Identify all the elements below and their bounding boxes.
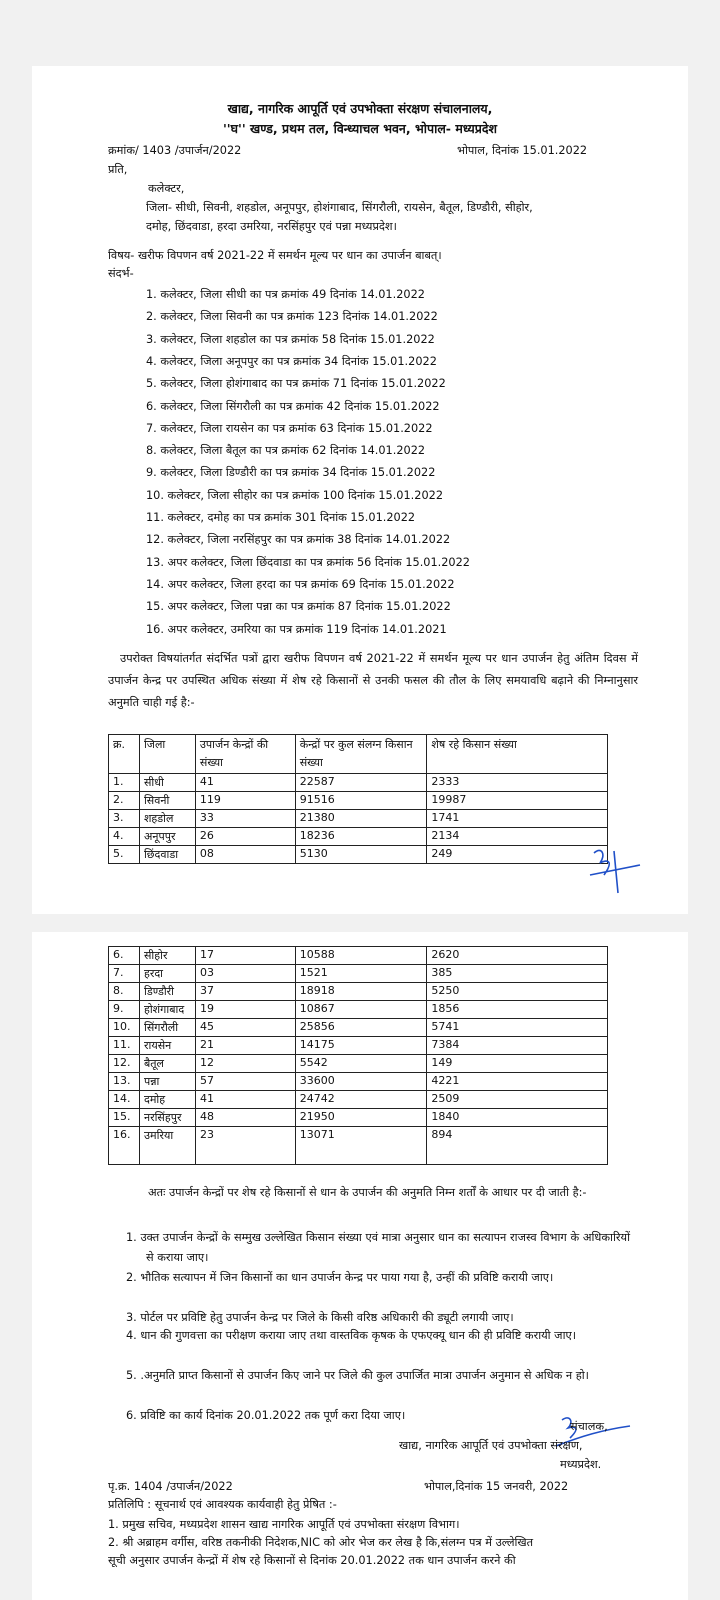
reference-item: 7. कलेक्टर, जिला रायसेन का पत्र क्रमांक 63 दिनांक 15.01.2022 [146, 421, 433, 435]
table-row [109, 1019, 608, 1037]
table-cell: 41 [195, 1091, 295, 1109]
table-cell: 26 [195, 828, 295, 846]
signature-mark-1 [582, 841, 652, 901]
table-cell: 6. [109, 947, 140, 965]
copy-item-1: 1. प्रमुख सचिव, मध्यप्रदेश शासन खाद्य नागरिक आपूर्ति एवं उपभोक्ता संरक्षण विभाग। [108, 1518, 460, 1531]
table-cell: शहडोल [139, 810, 195, 828]
table-cell: 249 [427, 846, 608, 864]
condition-item: 5. .अनुमति प्राप्त किसानों से उपार्जन किए जाने पर जिले की कुल उपार्जित मात्रा उपार्जन अनुमान से अधिक न हो। [126, 1369, 589, 1382]
table-cell: 3. [109, 810, 140, 828]
table-row [109, 1001, 608, 1019]
subject-line: विषय- खरीफ विपणन वर्ष 2021-22 में समर्थन मूल्य पर धान का उपार्जन बाबत्। [108, 249, 442, 262]
table-row [109, 1055, 608, 1073]
table-cell: 4221 [427, 1073, 608, 1091]
table-cell: 57 [195, 1073, 295, 1091]
table-row [109, 1073, 608, 1091]
condition-item: 4. धान की गुणवत्ता का परीक्षण कराया जाए तथा वास्तविक कृषक के एफएक्यू धान की ही प्रविष्टि करायी जाए। [126, 1329, 577, 1342]
table-cell: 19 [195, 1001, 295, 1019]
condition-item: 3. पोर्टल पर प्रविष्टि हेतु उपार्जन केन्द्र पर जिले के किसी वरिष्ठ अधिकारी की ड्यूटी लगायी जाए। [126, 1311, 514, 1324]
table-row [109, 1127, 608, 1165]
procurement-table-part-1 [108, 734, 608, 864]
table-row [109, 1037, 608, 1055]
table-cell: 119 [195, 792, 295, 810]
table-cell: 18918 [295, 983, 427, 1001]
table-cell: 33600 [295, 1073, 427, 1091]
table-row [109, 983, 608, 1001]
table-cell: 7384 [427, 1037, 608, 1055]
table-cell: उमरिया [139, 1127, 195, 1165]
table-cell: 385 [427, 965, 608, 983]
table-cell: 03 [195, 965, 295, 983]
table-header-cell: क्र. [109, 735, 140, 774]
table-cell: 21 [195, 1037, 295, 1055]
table-cell: 16. [109, 1127, 140, 1165]
reference-item: 10. कलेक्टर, जिला सीहोर का पत्र क्रमांक 100 दिनांक 15.01.2022 [146, 488, 444, 502]
table-cell: 37 [195, 983, 295, 1001]
table-cell: सिवनी [139, 792, 195, 810]
district-list-line-1: जिला- सीधी, सिवनी, शहडोल, अनूपपुर, होशंगाबाद, सिंगरौली, रायसेन, बैतूल, डिण्डौरी, सीहोर, [146, 201, 533, 214]
table-cell: 10867 [295, 1001, 427, 1019]
table-row [109, 1109, 608, 1127]
table-cell: 33 [195, 810, 295, 828]
letter-place-date: भोपाल, दिनांक 15.01.2022 [457, 144, 588, 157]
header-line-2: ''घ'' खण्ड, प्रथम तल, विन्ध्याचल भवन, भोपाल- मध्यप्रदेश [222, 121, 498, 136]
table-cell: 1741 [427, 810, 608, 828]
condition-item: 6. प्रविष्टि का कार्य दिनांक 20.01.2022 तक पूर्ण करा दिया जाए। [126, 1409, 406, 1422]
table-cell: 5130 [295, 846, 427, 864]
copy-item-2-line-1: 2. श्री अब्राहम वर्गीस, वरिष्ठ तकनीकी निदेशक,NIC को ओर भेज कर लेख है कि,संलग्न पत्र में उल्लेखित [108, 1536, 534, 1549]
table-cell: 7. [109, 965, 140, 983]
copy-to-label: प्रतिलिपि : सूचनार्थ एवं आवश्यक कार्यवाही हेतु प्रेषित :- [108, 1498, 337, 1511]
reference-item: 9. कलेक्टर, जिला डिण्डौरी का पत्र क्रमांक 34 दिनांक 15.01.2022 [146, 466, 436, 480]
reference-item: 11. कलेक्टर, दमोह का पत्र क्रमांक 301 दिनांक 15.01.2022 [146, 511, 416, 524]
procurement-table-part-2 [108, 946, 608, 1165]
reference-item: 1. कलेक्टर, जिला सीधी का पत्र क्रमांक 49 दिनांक 14.01.2022 [146, 288, 425, 301]
reference-item: 12. कलेक्टर, जिला नरसिंहपुर का पत्र क्रमांक 38 दिनांक 14.01.2022 [146, 533, 451, 547]
reference-label: संदर्भ- [108, 267, 134, 280]
document-page-1 [32, 66, 688, 914]
table-cell: होशंगाबाद [139, 1001, 195, 1019]
table-cell: सीहोर [139, 947, 195, 965]
table-row [109, 846, 608, 864]
reference-item: 8. कलेक्टर, जिला बैतूल का पत्र क्रमांक 62 दिनांक 14.01.2022 [146, 444, 426, 458]
signatory-state: मध्यप्रदेश. [560, 1458, 602, 1471]
table-cell: 48 [195, 1109, 295, 1127]
table-cell: 5542 [295, 1055, 427, 1073]
reference-item: 5. कलेक्टर, जिला होशंगाबाद का पत्र क्रमांक 71 दिनांक 15.01.2022 [146, 377, 446, 391]
to-label: प्रति, [108, 163, 128, 176]
table-cell: 1521 [295, 965, 427, 983]
reference-item: 3. कलेक्टर, जिला शहडोल का पत्र क्रमांक 58 दिनांक 15.01.2022 [146, 332, 435, 346]
table-cell: 8. [109, 983, 140, 1001]
table-cell: 15. [109, 1109, 140, 1127]
table-row [109, 828, 608, 846]
table-cell: 14175 [295, 1037, 427, 1055]
table-cell: 19987 [427, 792, 608, 810]
table-cell: 5741 [427, 1019, 608, 1037]
table-header-cell: केन्द्रों पर कुल संलग्न किसान संख्या [295, 735, 427, 774]
table-cell: दमोह [139, 1091, 195, 1109]
copy-item-2-line-2: सूची अनुसार उपार्जन केन्द्रों में शेष रहे किसानों से दिनांक 20.01.2022 तक धान उपार्जन करने की [108, 1554, 516, 1567]
table-cell: 1840 [427, 1109, 608, 1127]
table-cell: 12. [109, 1055, 140, 1073]
table-cell: 23 [195, 1127, 295, 1165]
table-cell: 10. [109, 1019, 140, 1037]
reference-item: 6. कलेक्टर, जिला सिंगरौली का पत्र क्रमांक 42 दिनांक 15.01.2022 [146, 399, 440, 413]
table-cell: 14. [109, 1091, 140, 1109]
table-cell: 1856 [427, 1001, 608, 1019]
table-row [109, 947, 608, 965]
reference-item: 15. अपर कलेक्टर, जिला पन्ना का पत्र क्रमांक 87 दिनांक 15.01.2022 [146, 600, 451, 614]
table-header-cell: जिला [139, 735, 195, 774]
reference-item: 4. कलेक्टर, जिला अनूपपुर का पत्र क्रमांक 34 दिनांक 15.01.2022 [146, 354, 437, 368]
table-cell: 149 [427, 1055, 608, 1073]
copy-place-date: भोपाल,दिनांक 15 जनवरी, 2022 [424, 1480, 569, 1493]
table-cell: 45 [195, 1019, 295, 1037]
table-cell: 5250 [427, 983, 608, 1001]
table-cell: बैतूल [139, 1055, 195, 1073]
table-cell: 91516 [295, 792, 427, 810]
table-row [109, 965, 608, 983]
table-cell: सिंगरौली [139, 1019, 195, 1037]
table-cell: सीधी [139, 774, 195, 792]
table-cell: 2620 [427, 947, 608, 965]
table-cell: 25856 [295, 1019, 427, 1037]
table-cell: 13. [109, 1073, 140, 1091]
table-cell: 2333 [427, 774, 608, 792]
table-cell: 11. [109, 1037, 140, 1055]
table-row [109, 1091, 608, 1109]
table-cell: 21950 [295, 1109, 427, 1127]
table-cell: 5. [109, 846, 140, 864]
table-cell: रायसेन [139, 1037, 195, 1055]
table-cell: 24742 [295, 1091, 427, 1109]
table-cell: 12 [195, 1055, 295, 1073]
copy-ref-number: पृ.क्र. 1404 /उपार्जन/2022 [108, 1480, 233, 1493]
table-cell: 13071 [295, 1127, 427, 1165]
table-cell: हरदा [139, 965, 195, 983]
table-cell: 21380 [295, 810, 427, 828]
reference-item: 2. कलेक्टर, जिला सिवनी का पत्र क्रमांक 123 दिनांक 14.01.2022 [146, 310, 438, 324]
reference-item: 14. अपर कलेक्टर, जिला हरदा का पत्र क्रमांक 69 दिनांक 15.01.2022 [146, 577, 455, 591]
signatory-title: संचालक, [570, 1420, 608, 1433]
table-cell: 894 [427, 1127, 608, 1165]
table-cell: 41 [195, 774, 295, 792]
table-cell: पन्ना [139, 1073, 195, 1091]
table-cell: 1. [109, 774, 140, 792]
table-cell: 4. [109, 828, 140, 846]
reference-item: 16. अपर कलेक्टर, उमरिया का पत्र क्रमांक 119 दिनांक 14.01.2021 [146, 622, 447, 636]
letter-ref-number: क्रमांक/ 1403 /उपार्जन/2022 [108, 144, 242, 157]
district-list-line-2: दमोह, छिंदवाडा, हरदा उमरिया, नरसिंहपुर एवं पन्ना मध्यप्रदेश। [146, 220, 397, 233]
table-cell: 2. [109, 792, 140, 810]
table-cell: 18236 [295, 828, 427, 846]
table-cell: 9. [109, 1001, 140, 1019]
header-line-1: खाद्य, नागरिक आपूर्ति एवं उपभोक्ता संरक्षण संचालनालय, [227, 101, 493, 116]
table-row [109, 774, 608, 792]
table-cell: अनूपपुर [139, 828, 195, 846]
table-row [109, 792, 608, 810]
table-cell: 22587 [295, 774, 427, 792]
table-cell: 17 [195, 947, 295, 965]
table-row [109, 810, 608, 828]
table-cell: 2509 [427, 1091, 608, 1109]
table-cell: 08 [195, 846, 295, 864]
table-cell: 10588 [295, 947, 427, 965]
addressee: कलेक्टर, [148, 182, 185, 195]
document-page-2 [32, 932, 688, 1600]
table-cell: नरसिंहपुर [139, 1109, 195, 1127]
table-header-cell: उपार्जन केन्द्रों की संख्या [195, 735, 295, 774]
table-cell: डिण्डौरी [139, 983, 195, 1001]
conditions-intro: अतः उपार्जन केन्द्रों पर शेष रहे किसानों से धान के उपार्जन की अनुमति निम्न शर्तों के आधार पर दी जाती है:- [148, 1186, 587, 1199]
condition-item: 1. उक्त उपार्जन केन्द्रों के सम्मुख उल्लेखित किसान संख्या एवं मात्रा अनुसार धान का सत्यापन राजस्व विभाग के अधिकारियों से कराया जाए। [126, 1231, 630, 1264]
table-header-row [109, 735, 608, 774]
condition-item: 2. भौतिक सत्यापन में जिन किसानों का धान उपार्जन केन्द्र पर पाया गया है, उन्हीं की प्रविष्टि करायी जाए। [126, 1271, 554, 1284]
reference-item: 13. अपर कलेक्टर, जिला छिंदवाडा का पत्र क्रमांक 56 दिनांक 15.01.2022 [146, 555, 470, 569]
signatory-department: खाद्य, नागरिक आपूर्ति एवं उपभोक्ता संरक्षण, [399, 1439, 583, 1452]
intro-paragraph: उपरोक्त विषयांतर्गत संदर्भित पत्रों द्वारा खरीफ विपणन वर्ष 2021-22 में समर्थन मूल्य पर धान उपार्जन हेतु अंतिम दिवस में उपार्जन केन्द्र पर उपस्थित अधिक संख्या में शेष रहे किसानों से उनकी फसल की तौल के लिए समयावधि बढ़ाने की निम्नानुसार अनुमति चाही गई है:- [108, 652, 638, 709]
table-cell: छिंदवाडा [139, 846, 195, 864]
table-header-cell: शेष रहे किसान संख्या [427, 735, 608, 774]
table-cell: 2134 [427, 828, 608, 846]
